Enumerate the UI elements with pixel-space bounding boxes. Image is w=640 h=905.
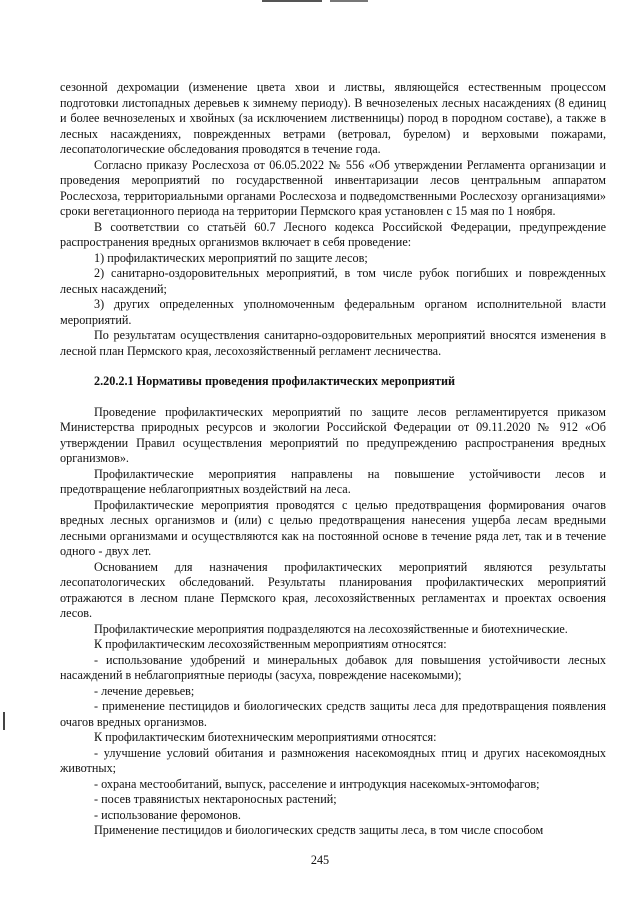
list-item: - лечение деревьев; (94, 683, 195, 698)
paragraph: К профилактическим биотехническим мероприятиями относятся: (94, 730, 437, 744)
scan-artifact (262, 0, 322, 2)
scan-artifact (3, 712, 5, 730)
section-heading: 2.20.2.1 Нормативы проведения профилактических мероприятий (94, 374, 456, 388)
list-item: - применение пестицидов и биологических средств защиты леса для предотвращения появления очагов вредных организмов. (60, 699, 606, 729)
page-number: 245 (310, 853, 330, 867)
list-item: - использование феромонов. (94, 807, 241, 822)
paragraph: К профилактическим лесохозяйственным мероприятиям относятся: (94, 637, 447, 651)
paragraph: Проведение профилактических мероприятий по защите лесов регламентируется приказом Министерства природных ресурсов и экологии Российской Федерации от 09.11.2020 № 912 «Об утверждении Правил осуществления мероприятий по предупреждению распространения вредных организмов». (60, 404, 606, 465)
list-item: - посев травянистых нектароносных растений; (94, 792, 337, 806)
scan-artifact (330, 0, 368, 2)
paragraph: Основанием для назначения профилактических мероприятий являются результаты лесопатологических обследований. Результаты планирования профилактических мероприятий отражаются в лесном плане Пермского края, лесохозяйственных регламентах и проектах освоения лесов. (60, 559, 606, 620)
list-item: - использование удобрений и минеральных добавок для повышения устойчивости лесных насаждений в неблагоприятные периоды (засуха, повреждение насекомыми); (60, 652, 606, 682)
list-item: - улучшение условий обитания и размножения насекомоядных птиц и других насекомоядных животных; (60, 745, 606, 775)
body-text (60, 80, 606, 839)
paragraph: Согласно приказу Рослесхоза от 06.05.2022 № 556 «Об утверждении Регламента организации и проведения мероприятий по государственной инвентаризации лесов центральным аппаратом Рослесхоза, территориальными органами Рослесхоза и подведомственными Рослесхозу организациями» сроки вегетационного периода на территории Пермского края установлен с 15 мая по 1 ноября. (60, 157, 606, 218)
paragraph: Профилактические мероприятия направлены на повышение устойчивости лесов и предотвращение неблагоприятных воздействий на леса. (60, 466, 606, 496)
paragraph: В соответствии со статьёй 60.7 Лесного кодекса Российской Федерации, предупреждение распространения вредных организмов включает в себя проведение: (60, 219, 606, 249)
list-item: 2) санитарно-оздоровительных мероприятий, в том числе рубок погибших и поврежденных лесных насаждений; (60, 266, 606, 296)
paragraph: сезонной дехромации (изменение цвета хвои и листвы, являющейся естественным процессом подготовки листопадных деревьев к зимнему периоду). В вечнозеленых лесных насаждениях (8 единиц и более вечнозеленых и хвойных (за исключением лиственницы) пород в породном составе), а также в лесных насаждениях, поврежденных ветрами (ветровал, бурелом) и верховыми пожарами, лесопатологические обследования проводятся в течение года. (60, 80, 606, 156)
paragraph: Профилактические мероприятия подразделяются на лесохозяйственные и биотехнические. (94, 621, 568, 636)
list-item: 1) профилактических мероприятий по защите лесов; (94, 250, 368, 265)
list-item: - охрана местообитаний, выпуск, расселение и интродукция насекомых-энтомофагов; (94, 776, 540, 791)
paragraph: По результатам осуществления санитарно-оздоровительных мероприятий вносятся изменения в лесной план Пермского края, лесохозяйственный регламент лесничества. (60, 328, 606, 358)
list-item: 3) других определенных уполномоченным федеральным органом исполнительной власти мероприятий. (60, 297, 606, 327)
paragraph: Профилактические мероприятия проводятся с целью предотвращения формирования очагов вредных лесных организмов и (или) с целью предотвращения нанесения ущерба лесам вредными лесными организмами и осуществляются как на постоянной основе в течение ряда лет, так и в течение одного - двух лет. (60, 497, 606, 558)
paragraph: Применение пестицидов и биологических средств защиты леса, в том числе способом (94, 823, 544, 837)
